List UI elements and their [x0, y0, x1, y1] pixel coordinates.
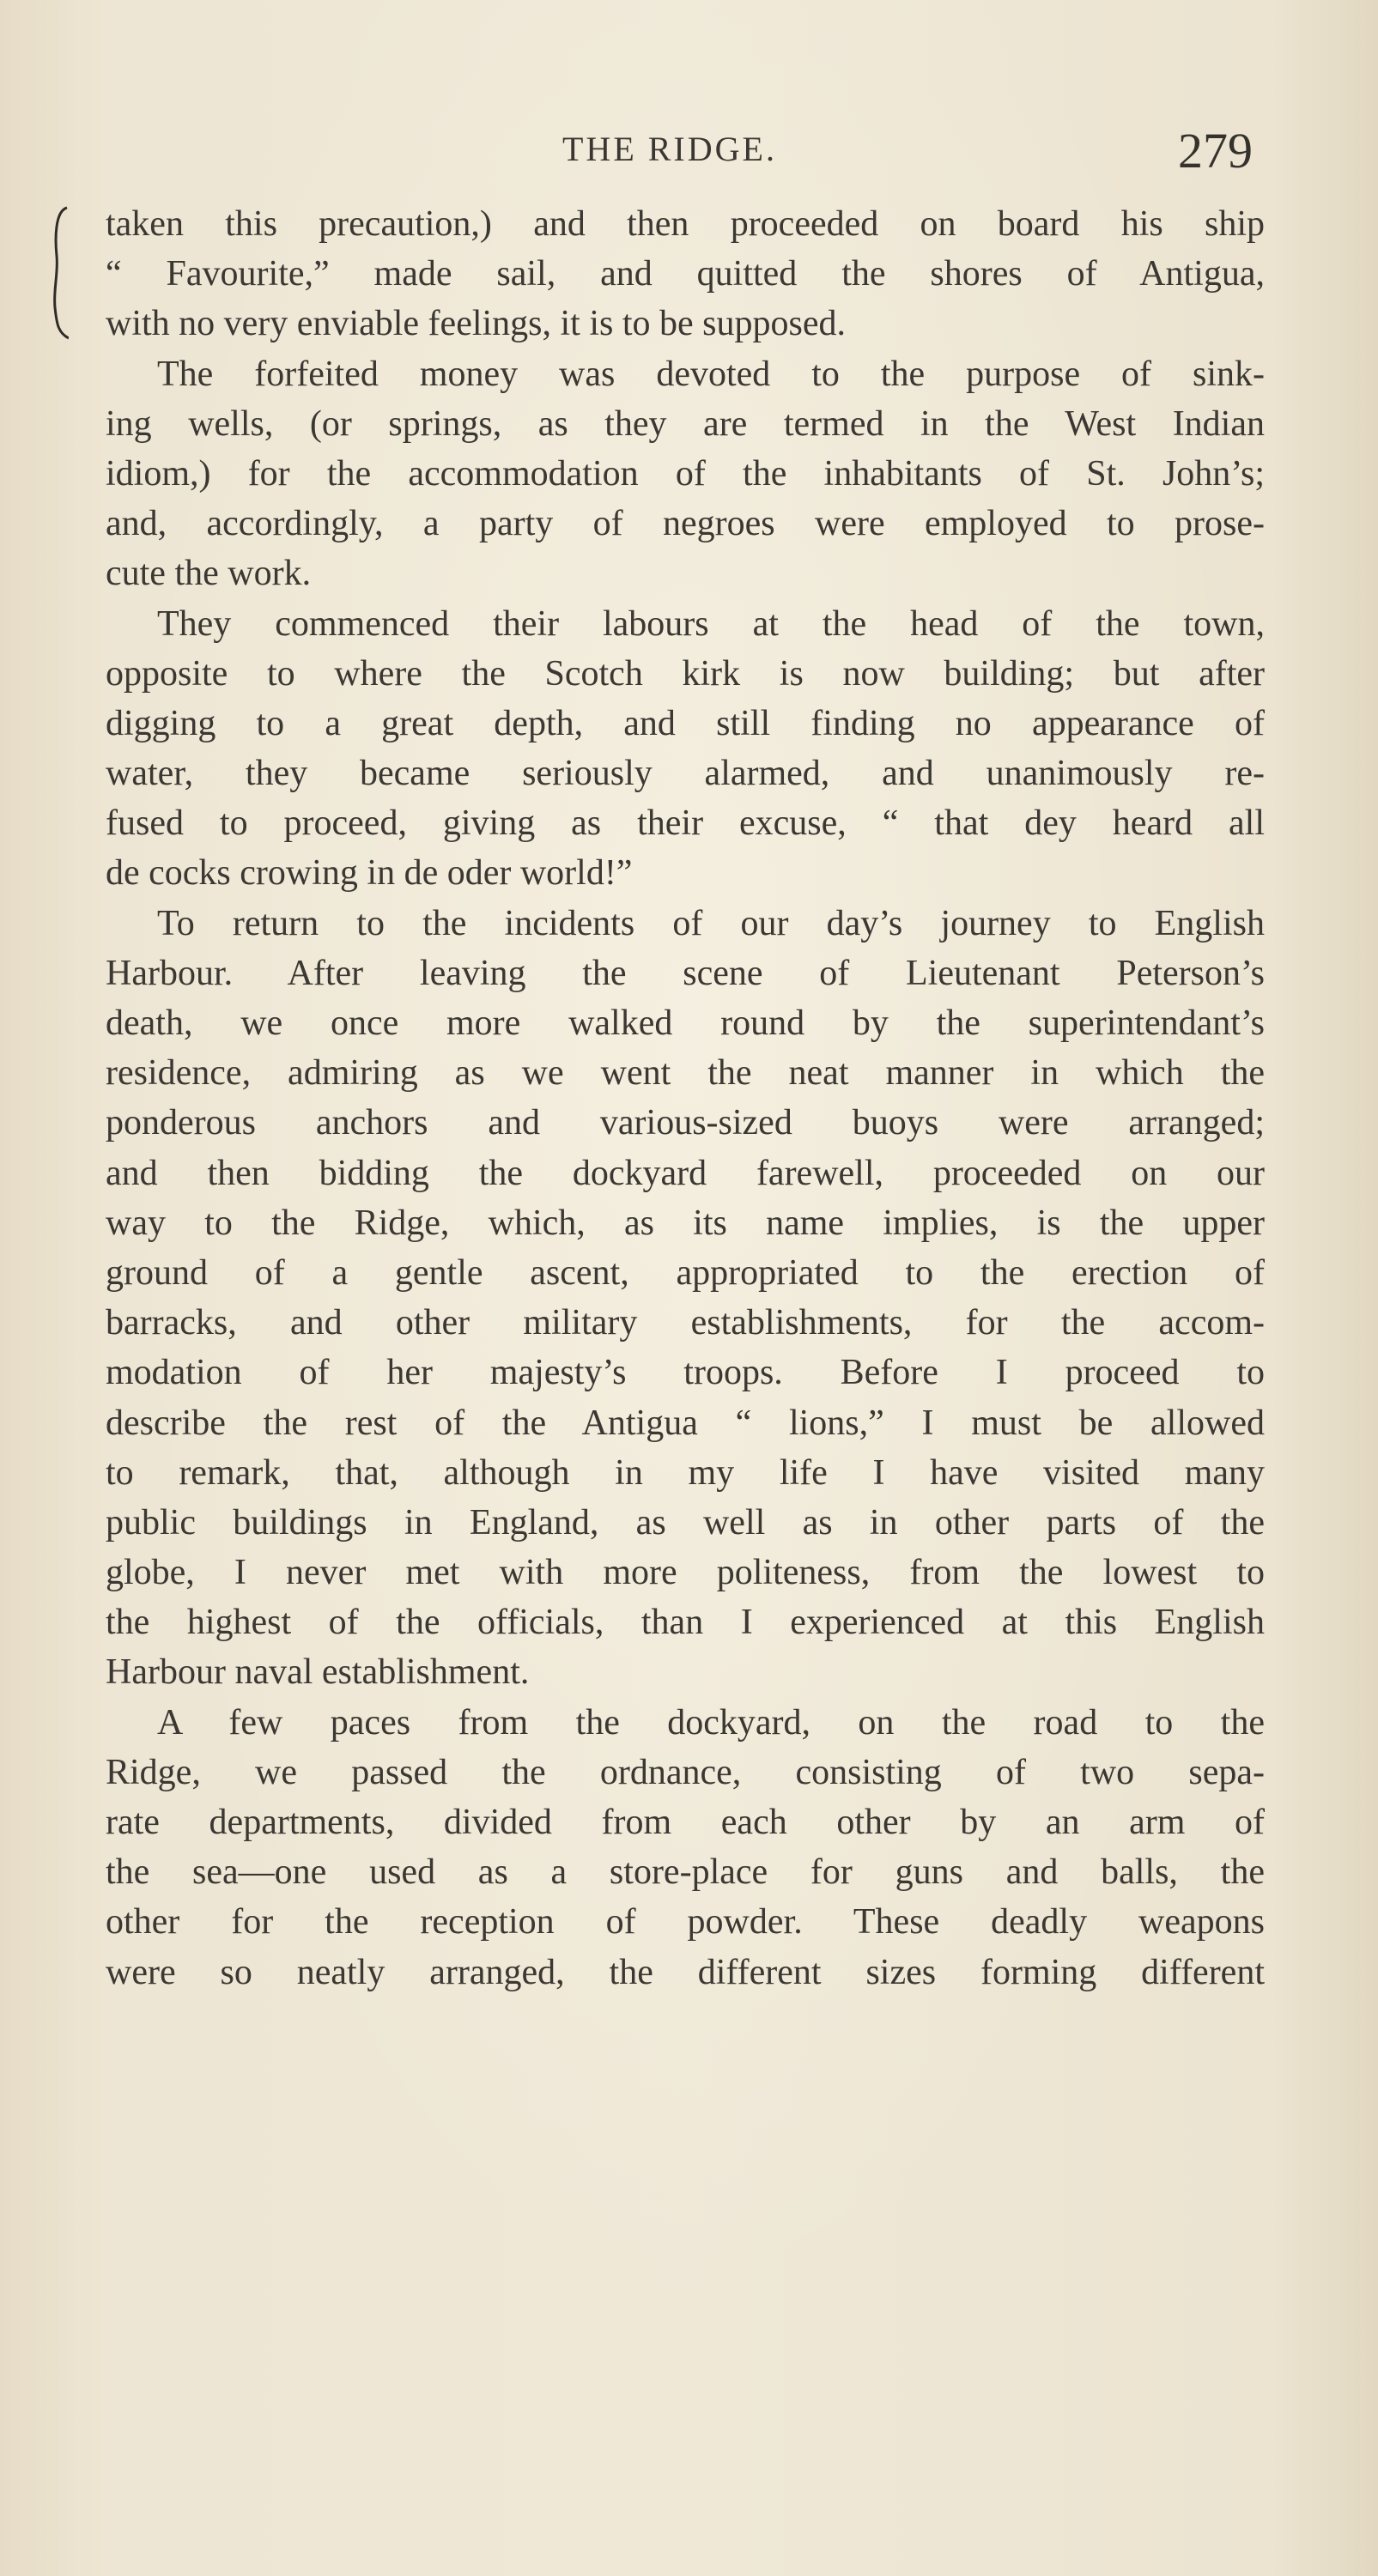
margin-bracket-mark: [50, 204, 69, 342]
text-line: were so neatly arranged, the different sizes forming different: [106, 1952, 1265, 1992]
text-line: modation of her majesty’s troops. Before I proceed to: [106, 1353, 1265, 1393]
text-line: Ridge, we passed the ordnance, consisting of two sepa-: [106, 1752, 1265, 1792]
text-line: “ Favourite,” made sail, and quitted the shores of Antigua,: [106, 254, 1265, 294]
text-line: residence, admiring as we went the neat manner in which the: [106, 1053, 1265, 1094]
text-line: to remark, that, although in my life I have visited many: [106, 1452, 1265, 1493]
text-line: cute the work.: [106, 554, 312, 594]
text-line: idiom,) for the accommodation of the inhabitants of St. John’s;: [106, 453, 1265, 494]
text-line: To return to the incidents of our day’s journey to English: [157, 903, 1265, 943]
text-line: A few paces from the dockyard, on the road to the: [157, 1702, 1265, 1743]
text-line: public buildings in England, as well as in other parts of the: [106, 1502, 1265, 1543]
text-line: other for the reception of powder. These deadly weapons: [106, 1902, 1265, 1943]
text-line: ponderous anchors and various-sized buoys were arranged;: [106, 1103, 1265, 1143]
text-line: The forfeited money was devoted to the purpose of sink-: [157, 354, 1265, 394]
text-line: de cocks crowing in de oder world!”: [106, 853, 633, 894]
body-text: [106, 199, 1265, 1997]
text-line: barracks, and other military establishments, for the accom-: [106, 1303, 1265, 1343]
text-line: water, they became seriously alarmed, and unanimously re-: [106, 754, 1265, 794]
text-line: ground of a gentle ascent, appropriated to the erection of: [106, 1252, 1265, 1293]
text-line: opposite to where the Scotch kirk is now building; but after: [106, 653, 1265, 694]
text-line: digging to a great depth, and still finding no appearance of: [106, 703, 1265, 743]
page-header: [0, 123, 1378, 180]
text-line: way to the Ridge, which, as its name implies, is the upper: [106, 1203, 1265, 1243]
running-head: THE RIDGE.: [562, 130, 777, 168]
text-line: They commenced their labours at the head of the town,: [157, 603, 1265, 644]
page-number: 279: [1178, 123, 1253, 179]
text-line: and, accordingly, a party of negroes were employed to prose-: [106, 504, 1265, 544]
text-line: taken this precaution,) and then proceeded on board his ship: [106, 204, 1265, 244]
text-line: rate departments, divided from each other by an arm of: [106, 1803, 1265, 1842]
text-line: ing wells, (or springs, as they are termed in the West Indian: [106, 403, 1265, 444]
text-line: the sea—one used as a store-place for guns and balls, the: [106, 1852, 1265, 1893]
text-line: the highest of the officials, than I experienced at this English: [106, 1603, 1265, 1643]
text-line: with no very enviable feelings, it is to be supposed.: [106, 304, 847, 344]
text-line: and then bidding the dockyard farewell, proceeded on our: [106, 1153, 1265, 1193]
text-line: describe the rest of the Antigua “ lions,” I must be allowed: [106, 1403, 1265, 1443]
text-line: fused to proceed, giving as their excuse, “ that dey heard all: [106, 803, 1265, 844]
text-line: Harbour. After leaving the scene of Lieutenant Peterson’s: [106, 953, 1265, 993]
text-line: death, we once more walked round by the superintendant’s: [106, 1003, 1265, 1043]
text-line: Harbour naval establishment.: [106, 1652, 530, 1693]
text-line: globe, I never met with more politeness, from the lowest to: [106, 1553, 1265, 1593]
